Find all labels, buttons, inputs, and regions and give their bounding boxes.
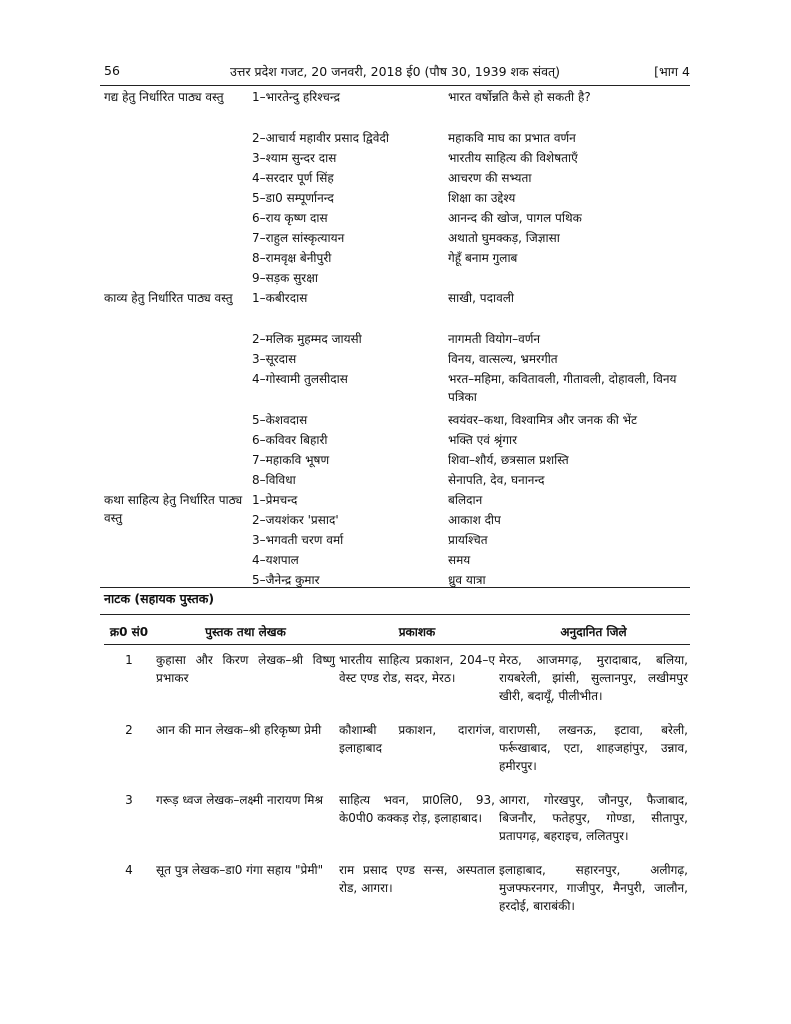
work-cell: भक्ति एवं श्रृंगार — [448, 433, 518, 447]
category-label: गद्य हेतु निर्धारित पाठ्य वस्तु — [104, 90, 224, 104]
table-row — [104, 88, 684, 129]
work-cell: भारतीय साहित्य की विशेषताएँ — [448, 151, 578, 165]
header-rule — [100, 85, 690, 86]
author-cell: 2–मलिक मुहम्मद जायसी — [252, 332, 362, 346]
work-cell: भरत–महिमा, कवितावली, गीतावली, दोहावली, विनय पत्रिका — [448, 372, 677, 404]
work-cell: स्वयंवर–कथा, विश्वामित्र और जनक की भेंट — [448, 413, 638, 427]
work-cell: महाकवि माघ का प्रभात वर्णन — [448, 131, 576, 145]
gazette-title: उत्तर प्रदेश गजट, 20 जनवरी, 2018 ई0 (पौष 30, 1939 शक संवत्) — [229, 64, 561, 79]
table-row — [104, 715, 690, 785]
table-row — [104, 229, 684, 249]
publisher-cell: भारतीय साहित्य प्रकाशन, 204–ए वेस्ट एण्ड रोड, सदर, मेरठ। — [339, 653, 495, 685]
column-header: पुस्तक तथा लेखक — [154, 618, 337, 645]
table-row — [104, 551, 684, 571]
districts-cell: आगरा, गोरखपुर, जौनपुर, फैजाबाद, बिजनौर, फतेहपुर, गोण्डा, सीतापुर, प्रतापगढ़, बहराइच, ललितपुर। — [499, 793, 688, 843]
work-cell: आकाश दीप — [448, 513, 501, 527]
book-author-cell: आन की मान लेखक–श्री हरिकृष्ण प्रेमी — [156, 723, 322, 737]
category-label: कथा साहित्य हेतु निर्धारित पाठ्य वस्तु — [104, 493, 243, 525]
work-cell: गेहूँ बनाम गुलाब — [448, 251, 518, 265]
category-label: काव्य हेतु निर्धारित पाठ्य वस्तु — [104, 291, 233, 305]
table-row — [104, 330, 684, 350]
author-cell: 4–सरदार पूर्ण सिंह — [252, 171, 334, 185]
author-cell: 1–प्रेमचन्द — [252, 493, 298, 507]
author-cell: 7–राहुल सांस्कृत्यायन — [252, 231, 345, 245]
author-cell: 3–सूरदास — [252, 352, 297, 366]
table-row — [104, 269, 684, 289]
districts-cell: वाराणसी, लखनऊ, इटावा, बरेली, फर्रूखाबाद, एटा, शाहजहांपुर, उन्नाव, हमीरपुर। — [499, 723, 688, 773]
work-cell — [448, 269, 684, 289]
book-author-cell: सूत पुत्र लेखक–डा0 गंगा सहाय "प्रेमी" — [156, 863, 324, 877]
table-row — [104, 350, 684, 370]
work-cell: नागमती वियोग–वर्णन — [448, 332, 541, 346]
author-cell: 9–सड़क सुरक्षा — [252, 271, 318, 285]
page-header — [100, 63, 690, 83]
work-cell: सेनापति, देव, घनानन्द — [448, 473, 545, 487]
work-cell: समय — [448, 553, 471, 567]
work-cell: आचरण की सभ्यता — [448, 171, 532, 185]
districts-cell: इलाहाबाद, सहारनपुर, अलीगढ़, मुजफ्फरनगर, गाजीपुर, मैनपुरी, जालौन, हरदोई, बाराबंकी। — [499, 863, 688, 913]
syllabus-table — [104, 88, 684, 591]
table-row — [104, 249, 684, 269]
author-cell: 6–कविवर बिहारी — [252, 433, 328, 447]
table-row — [104, 149, 684, 169]
book-author-cell: गरूड़ ध्वज लेखक–लक्ष्मी नारायण मिश्र — [156, 793, 323, 807]
column-header: क्र0 सं0 — [104, 618, 154, 645]
author-cell: 4–यशपाल — [252, 553, 299, 567]
work-cell: विनय, वात्सल्य, भ्रमरगीत — [448, 352, 558, 366]
column-header: प्रकाशक — [337, 618, 497, 645]
table-row — [104, 571, 684, 591]
work-cell: साखी, पदावली — [448, 291, 514, 305]
table-row — [104, 855, 690, 925]
table-row — [104, 189, 684, 209]
work-cell: आनन्द की खोज, पागल पथिक — [448, 211, 582, 225]
work-cell: बलिदान — [448, 493, 483, 507]
author-cell: 7–महाकवि भूषण — [252, 453, 330, 467]
districts-cell: मेरठ, आजमगढ़, मुरादाबाद, बलिया, रायबरेली, झांसी, सुल्तानपुर, लखीमपुर खीरी, बदायूँ, पीलीभीत। — [499, 653, 688, 703]
work-cell: शिक्षा का उद्देश्य — [448, 191, 516, 205]
author-cell: 2–आचार्य महावीर प्रसाद द्विवेदी — [252, 131, 389, 145]
author-cell: 3–श्याम सुन्दर दास — [252, 151, 337, 165]
table-row — [104, 209, 684, 229]
book-author-cell: कुहासा और किरण लेखक–श्री विष्णु प्रभाकर — [156, 653, 335, 685]
serial-number: 2 — [125, 723, 133, 737]
table-row — [104, 129, 684, 149]
table-row — [104, 289, 684, 330]
page-number: 56 — [104, 63, 120, 78]
publisher-cell: राम प्रसाद एण्ड सन्स, अस्पताल रोड, आगरा। — [339, 863, 495, 895]
serial-number: 1 — [125, 653, 133, 667]
author-cell: 2–जयशंकर 'प्रसाद' — [252, 513, 339, 527]
table-row — [104, 411, 684, 431]
work-cell: अथातो घुमक्कड़, जिज्ञासा — [448, 231, 560, 245]
author-cell: 4–गोस्वामी तुलसीदास — [252, 372, 348, 386]
serial-number: 4 — [125, 863, 133, 877]
table-row — [104, 370, 684, 411]
work-cell: भारत वर्षोन्नति कैसे हो सकती है? — [448, 90, 591, 104]
table-row — [104, 531, 684, 551]
author-cell: 8–रामवृक्ष बेनीपुरी — [252, 251, 332, 265]
table-row — [104, 645, 690, 716]
table-row — [104, 431, 684, 451]
section-rule — [100, 587, 690, 588]
author-cell: 8–विविधा — [252, 473, 296, 487]
work-cell: शिवा–शौर्य, छत्रसाल प्रशस्ति — [448, 453, 569, 467]
table-top-rule — [100, 614, 690, 615]
author-cell: 1–कबीरदास — [252, 291, 308, 305]
author-cell: 3–भगवती चरण वर्मा — [252, 533, 344, 547]
table-row — [104, 169, 684, 189]
table-row — [104, 451, 684, 471]
serial-number: 3 — [125, 793, 133, 807]
natak-table — [104, 618, 690, 925]
table-row — [104, 491, 684, 511]
work-cell: प्रायश्चित — [448, 533, 488, 547]
table-row — [104, 471, 684, 491]
publisher-cell: कौशाम्बी प्रकाशन, दारागंज, इलाहाबाद — [339, 723, 495, 755]
publisher-cell: साहित्य भवन, प्रा0लि0, 93, के0पी0 कक्कड़ रोड़, इलाहाबाद। — [339, 793, 495, 825]
column-header: अनुदानित जिले — [497, 618, 690, 645]
table-header-row — [104, 618, 690, 645]
work-cell: ध्रुव यात्रा — [448, 573, 486, 587]
author-cell: 5–केशवदास — [252, 413, 308, 427]
author-cell: 6–राय कृष्ण दास — [252, 211, 328, 225]
author-cell: 5–डा0 सम्पूर्णानन्द — [252, 191, 334, 205]
author-cell: 5–जैनेन्द्र कुमार — [252, 573, 320, 587]
natak-heading: नाटक (सहायक पुस्तक) — [104, 591, 215, 606]
table-row — [104, 785, 690, 855]
part-label: [भाग 4 — [654, 64, 690, 79]
author-cell: 1–भारतेन्दु हरिश्चन्द्र — [252, 90, 341, 104]
